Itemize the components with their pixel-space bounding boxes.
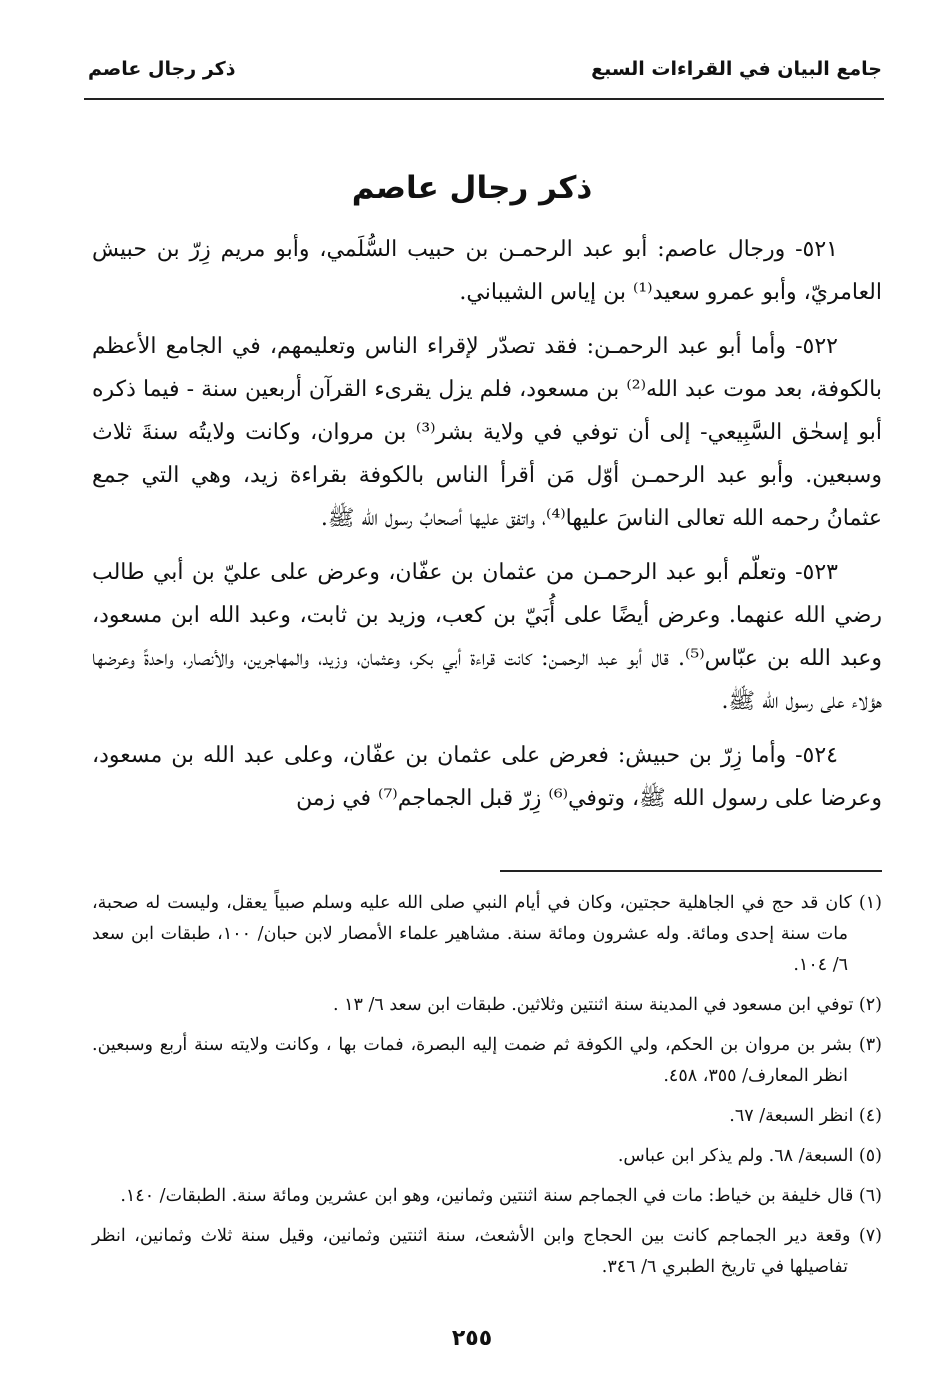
footnote: (٤) انظر السبعة/ ٦٧.: [729, 1106, 882, 1126]
footnotes: [92, 888, 882, 1292]
header-section-title: ذكر رجال عاصم: [88, 58, 236, 80]
footnote: (٥) السبعة/ ٦٨. ولم يذكر ابن عباس.: [617, 1146, 882, 1166]
header-book-title: جامع البيان في القراءات السبع: [591, 58, 882, 80]
header-rule: [84, 98, 884, 100]
footnote: (١) كان قد حج في الجاهلية حجتين، وكان في أيام النبي صلى الله عليه وسلم صبياً يعقل، وليست له صحبة، مات سنة إحدى ومائة. وله عشرون ومائة سنة. مشاهير علماء الأمصار لابن حبان/ ١٠٠، طبقات ابن سعد ٦/ ١٠٤.: [92, 893, 882, 975]
page-number: ٢٥٥: [451, 1326, 493, 1351]
footnote: (٧) وقعة دير الجماجم كانت بين الحجاج وابن الأشعث، سنة اثنتين وثمانين، وقيل سنة ثلاث وثمانين، انظر تفاصيلها في تاريخ الطبري ٦/ ٣٤٦.: [92, 1226, 882, 1277]
main-text: [92, 228, 882, 831]
footnote: (٢) توفي ابن مسعود في المدينة سنة اثنتين وثلاثين. طبقات ابن سعد ٦/ ١٣ .: [332, 995, 882, 1015]
footnote-rule: [500, 870, 882, 872]
paragraph: ٥٢٤- وأما زِرّ بن حبيش: فعرض على عثمان بن عفّان، وعلى عبد الله بن مسعود، وعرضا على رسول الله ﷺ، وتوفي⁽⁶⁾ زِرّ قبل الجماجم⁽⁷⁾ في زمن: [92, 743, 882, 811]
paragraph: ٥٢٢- وأما أبو عبد الرحمـن: فقد تصدّر لإقراء الناس وتعليمهم، في الجامع الأعظم بالكوفة، بعد موت عبد الله⁽²⁾ بن مسعود، فلم يزل يقرىء القرآن أربعين سنة - فيما ذكره أبو إسحٰق السَّبِيعي- إلى أن توفي في ولاية بشر⁽³⁾ بن مروان، وكانت ولايتُه سنةَ ثلاث وسبعين. وأبو عبد الرحمـن أوّل مَن أقرأ الناس بالكوفة بقراءة زيد، وهي التي جمع عثمانُ رحمه الله تعالى الناسَ عليها⁽⁴⁾، واتفق عليها أصحابُ رسول الله ﷺ.: [92, 334, 882, 531]
paragraph: ٥٢١- ورجال عاصم: أبو عبد الرحمـن بن حبيب السُّلَمي، وأبو مريم زِرّ بن حبيش العامريّ، وأبو عمرو سعيد⁽¹⁾ بن إياس الشيباني.: [92, 237, 882, 305]
chapter-title: ذكر رجال عاصم: [351, 170, 593, 206]
footnote: (٦) قال خليفة بن خياط: مات في الجماجم سنة اثنتين وثمانين، وهو ابن عشرين ومائة سنة. الطبقات/ ١٤٠.: [120, 1186, 882, 1206]
footnote: (٣) بشر بن مروان بن الحكم، ولي الكوفة ثم ضمت إليه البصرة، فمات بها ، وكانت ولايته سنة أربع وسبعين. انظر المعارف/ ٣٥٥، ٤٥٨.: [92, 1035, 882, 1086]
running-header: [88, 58, 882, 80]
paragraph: ٥٢٣- وتعلّم أبو عبد الرحمـن من عثمان بن عفّان، وعرض على عليّ بن أبي طالب رضي الله عنهما. وعرض أيضًا على أُبَيّ بن كعب، وزيد بن ثابت، وعبد الله ابن مسعود، وعبد الله بن عبّاس⁽⁵⁾. قال أبو عبد الرحمـن: كانت قراءة أبي بكر، وعثمان، وزيد، والمهاجرين، والأنصار، واحدةً وعرضها هؤلاء على رسول الله ﷺ.: [92, 560, 882, 714]
